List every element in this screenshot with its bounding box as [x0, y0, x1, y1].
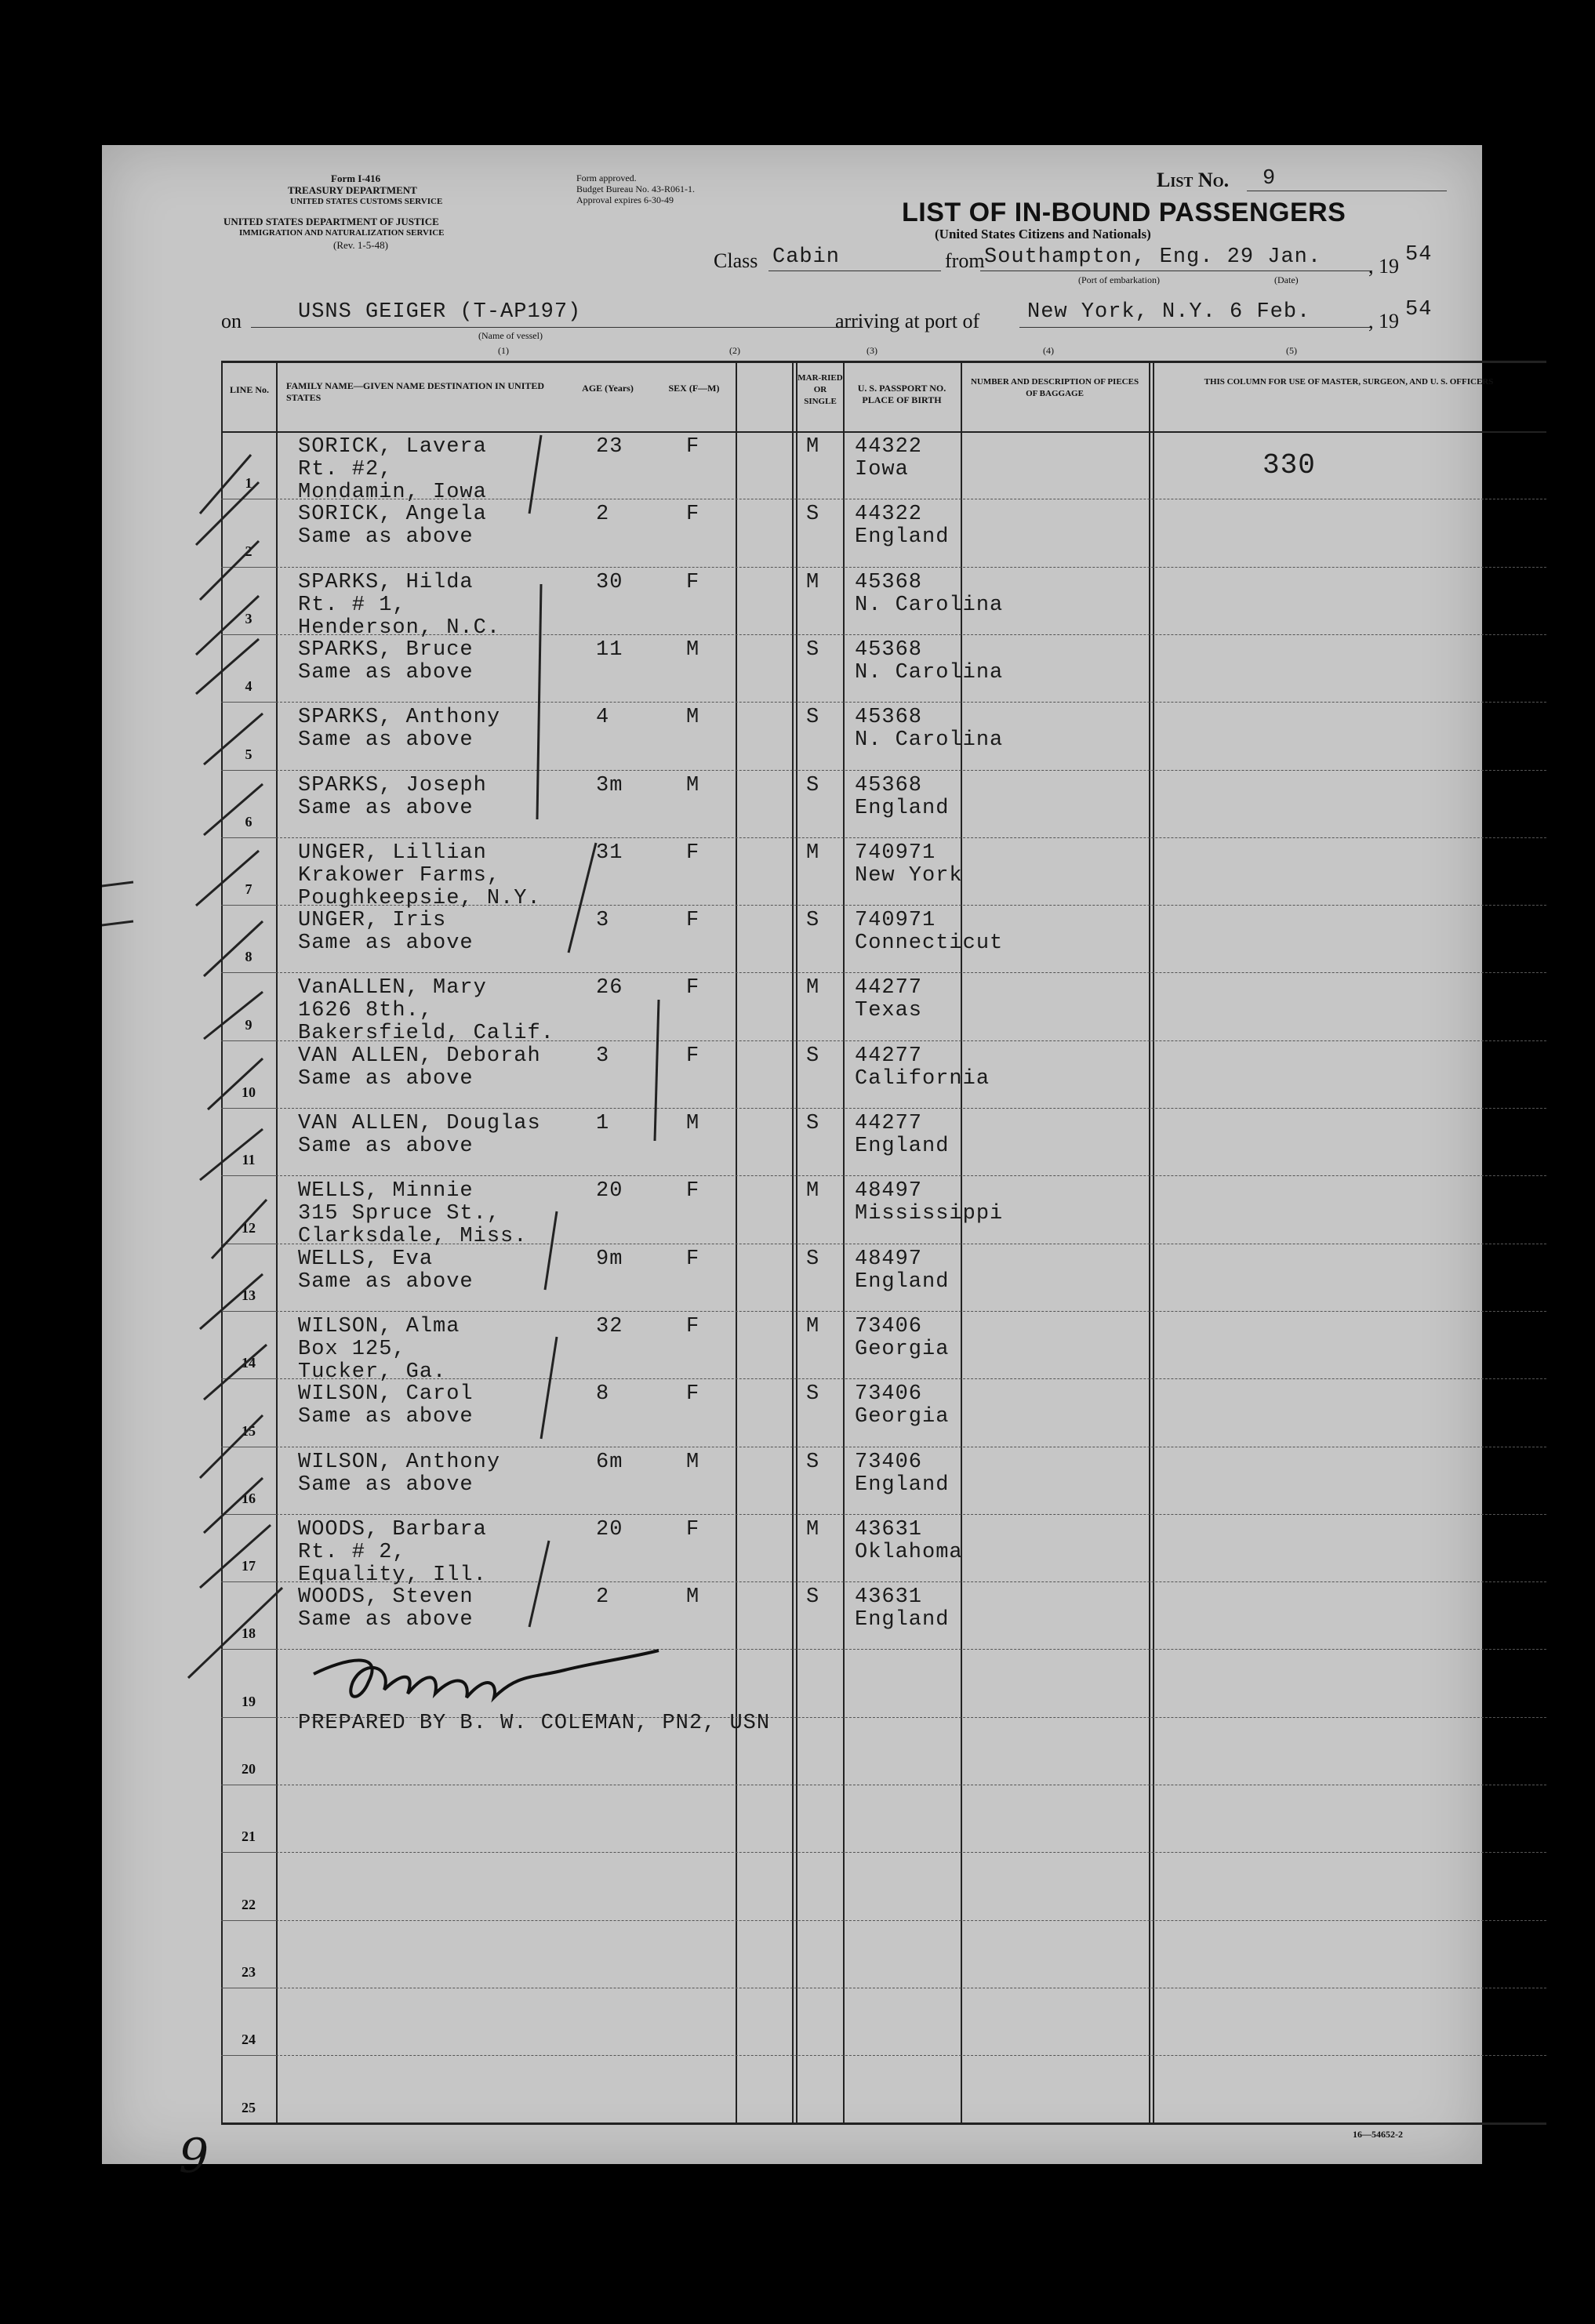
passenger-destination: Box 125, — [298, 1337, 406, 1361]
passenger-name: WILSON, Carol — [298, 1382, 474, 1407]
passenger-passport-no: 48497 — [855, 1247, 923, 1271]
form-number: Form I-416 — [331, 172, 381, 184]
row-divider — [221, 972, 276, 973]
passenger-sex: M — [686, 1112, 700, 1135]
row-divider — [276, 1175, 1546, 1176]
passenger-age: 2 — [596, 503, 610, 527]
vessel-name: USNS GEIGER (T-AP197) — [298, 300, 582, 324]
document-title: LIST OF IN-BOUND PASSENGERS — [902, 198, 1346, 227]
class-value: Cabin — [772, 245, 841, 269]
passenger-destination: 1626 8th., — [298, 999, 434, 1023]
row-divider — [276, 2055, 1546, 2056]
passenger-birthplace: Georgia — [855, 1337, 950, 1361]
line-number: 22 — [242, 1896, 256, 1912]
line-number: 4 — [245, 678, 253, 695]
passenger-name: SPARKS, Bruce — [298, 637, 474, 662]
passenger-destination: Rt. #2, — [298, 458, 393, 481]
passenger-name: SPARKS, Anthony — [298, 706, 501, 730]
header-passport: U. S. PASSPORT NO. PLACE OF BIRTH — [857, 383, 946, 405]
manifest-sheet — [102, 145, 1494, 2184]
passenger-marital-status: S — [806, 909, 820, 933]
passenger-age: 23 — [596, 435, 623, 459]
passenger-name: WOODS, Steven — [298, 1585, 474, 1610]
date-caption: (Date) — [1274, 274, 1299, 285]
passenger-passport-no: 43631 — [855, 1585, 923, 1610]
passenger-destination: Henderson, N.C. — [298, 615, 501, 640]
passenger-passport-no: 73406 — [855, 1450, 923, 1474]
passenger-marital-status: S — [806, 1382, 820, 1407]
passenger-destination: Same as above — [298, 1269, 474, 1294]
row-divider — [276, 1920, 1546, 1921]
passenger-age: 20 — [596, 1179, 623, 1204]
line-number: 2 — [245, 543, 253, 559]
passenger-marital-status: M — [806, 1517, 820, 1541]
passenger-sex: F — [686, 909, 700, 933]
passenger-passport-no: 44277 — [855, 1112, 923, 1135]
row-divider — [276, 837, 1546, 838]
passenger-sex: F — [686, 503, 700, 527]
document-subtitle: (United States Citizens and Nationals) — [935, 227, 1151, 241]
passenger-destination: Tucker, Ga. — [298, 1360, 447, 1384]
from-label: from — [945, 249, 985, 272]
line-number: 25 — [242, 2099, 256, 2115]
passenger-sex: M — [686, 637, 700, 662]
passenger-age: 3 — [596, 909, 610, 933]
passenger-birthplace: Texas — [855, 999, 923, 1023]
passenger-name: VAN ALLEN, Douglas — [298, 1112, 541, 1135]
passenger-age: 9m — [596, 1247, 623, 1271]
passenger-destination: Mondamin, Iowa — [298, 481, 487, 504]
line-number: 24 — [242, 2032, 256, 2048]
line-number: 16 — [242, 1490, 256, 1506]
passenger-passport-no: 44277 — [855, 1044, 923, 1068]
passenger-marital-status: M — [806, 435, 820, 459]
row-divider — [221, 702, 276, 703]
margin-mark: 9 — [179, 2129, 209, 2184]
passenger-name: SPARKS, Joseph — [298, 773, 487, 797]
header-baggage: NUMBER AND DESCRIPTION OF PIECES OF BAGGAGE — [970, 377, 1139, 398]
row-divider — [276, 1311, 1546, 1312]
passenger-birthplace: England — [855, 525, 950, 550]
passenger-birthplace: England — [855, 1269, 950, 1294]
signature — [298, 1627, 667, 1721]
line-number: 9 — [245, 1016, 253, 1033]
line-number: 14 — [242, 1355, 256, 1371]
line-number: 19 — [242, 1693, 256, 1709]
passenger-marital-status: S — [806, 503, 820, 527]
footer-code: 16—54652-2 — [1353, 2129, 1403, 2140]
passenger-passport-no: 45368 — [855, 570, 923, 594]
passenger-passport-no: 740971 — [855, 909, 936, 933]
passenger-destination: Rt. # 1, — [298, 593, 406, 617]
passenger-age: 30 — [596, 570, 623, 594]
header-name: FAMILY NAME—GIVEN NAME DESTINATION IN UNITED STATES — [286, 380, 545, 403]
list-number: 9 — [1263, 167, 1277, 191]
line-number: 20 — [242, 1761, 256, 1777]
line-number: 12 — [242, 1219, 256, 1236]
passenger-name: WOODS, Barbara — [298, 1517, 487, 1541]
passenger-marital-status: S — [806, 1585, 820, 1610]
revision: (Rev. 1-5-48) — [333, 239, 388, 251]
row-divider — [221, 1175, 276, 1176]
passenger-age: 4 — [596, 706, 610, 730]
passenger-birthplace: New York — [855, 863, 963, 888]
passenger-sex: M — [686, 773, 700, 797]
passenger-passport-no: 44322 — [855, 435, 923, 459]
col-num-1: (1) — [498, 345, 509, 356]
row-divider — [221, 1108, 276, 1109]
header-age: AGE (Years) — [582, 383, 634, 394]
line-number: 5 — [245, 746, 253, 762]
passenger-passport-no: 45368 — [855, 637, 923, 662]
passenger-name: WELLS, Eva — [298, 1247, 434, 1271]
passenger-age: 3 — [596, 1044, 610, 1068]
year-prefix-2: , 19 — [1368, 310, 1399, 332]
passenger-name: VanALLEN, Mary — [298, 976, 487, 1000]
passenger-age: 11 — [596, 637, 623, 662]
passenger-destination: Same as above — [298, 796, 474, 820]
passenger-age: 32 — [596, 1314, 623, 1338]
row-divider — [221, 1311, 276, 1312]
passenger-passport-no: 44277 — [855, 976, 923, 1000]
row-divider — [221, 1920, 276, 1921]
passenger-marital-status: M — [806, 976, 820, 1000]
passenger-marital-status: S — [806, 706, 820, 730]
passenger-destination: Rt. # 2, — [298, 1540, 406, 1564]
passenger-destination: Same as above — [298, 1472, 474, 1497]
passenger-destination: Same as above — [298, 1066, 474, 1091]
passenger-destination: Same as above — [298, 1405, 474, 1429]
passenger-birthplace: Oklahoma — [855, 1540, 963, 1564]
passenger-birthplace: N. Carolina — [855, 728, 1004, 753]
header-sex: SEX (F—M) — [668, 383, 720, 394]
passenger-destination: Bakersfield, Calif. — [298, 1022, 554, 1046]
passenger-birthplace: Georgia — [855, 1405, 950, 1429]
passenger-name: WELLS, Minnie — [298, 1179, 474, 1204]
row-divider — [276, 972, 1546, 973]
passenger-name: UNGER, Lillian — [298, 841, 487, 865]
passenger-sex: M — [686, 1585, 700, 1610]
row-divider — [221, 567, 276, 568]
header-officers: THIS COLUMN FOR USE OF MASTER, SURGEON, AND U. S. OFFICERS — [1204, 377, 1494, 387]
budget-bureau: Budget Bureau No. 43-R061-1. — [576, 183, 695, 194]
header-married: MAR-RIED OR SINGLE — [798, 373, 843, 406]
row-divider — [276, 702, 1546, 703]
treasury-department: TREASURY DEPARTMENT — [288, 184, 417, 196]
prepared-by: PREPARED BY B. W. COLEMAN, PN2, USN — [298, 1712, 771, 1735]
officer-note: 330 — [1263, 449, 1316, 481]
row-divider — [221, 1649, 276, 1650]
passenger-birthplace: England — [855, 1472, 950, 1497]
passenger-sex: F — [686, 1044, 700, 1068]
passenger-name: WILSON, Alma — [298, 1314, 460, 1338]
line-number: 3 — [245, 610, 253, 626]
row-divider — [221, 2055, 276, 2056]
passenger-passport-no: 73406 — [855, 1314, 923, 1338]
passenger-destination: Same as above — [298, 1608, 474, 1632]
header-line: LINE No. — [229, 384, 269, 395]
col-num-5: (5) — [1286, 345, 1297, 356]
passenger-destination: Same as above — [298, 728, 474, 753]
row-divider — [276, 1514, 1546, 1515]
row-divider — [276, 1378, 1546, 1379]
passenger-name: UNGER, Iris — [298, 909, 447, 933]
passenger-passport-no: 73406 — [855, 1382, 923, 1407]
vessel-caption: (Name of vessel) — [478, 330, 543, 341]
passenger-birthplace: Connecticut — [855, 931, 1004, 956]
passenger-marital-status: S — [806, 773, 820, 797]
row-divider — [276, 1852, 1546, 1853]
passenger-destination: 315 Spruce St., — [298, 1202, 501, 1226]
passenger-passport-no: 43631 — [855, 1517, 923, 1541]
justice-department: UNITED STATES DEPARTMENT OF JUSTICE — [223, 216, 439, 227]
passenger-age: 1 — [596, 1112, 610, 1135]
passenger-marital-status: S — [806, 637, 820, 662]
row-divider — [221, 905, 276, 906]
passenger-birthplace: England — [855, 1608, 950, 1632]
passenger-age: 26 — [596, 976, 623, 1000]
passenger-birthplace: Mississippi — [855, 1202, 1004, 1226]
row-divider — [221, 1040, 276, 1041]
passenger-name: WILSON, Anthony — [298, 1450, 501, 1474]
class-label: Class — [714, 249, 758, 272]
year-value: 54 — [1405, 243, 1433, 267]
passenger-birthplace: Iowa — [855, 458, 909, 481]
year-prefix: , 19 — [1368, 255, 1399, 278]
passenger-destination: Same as above — [298, 660, 474, 684]
passenger-passport-no: 45368 — [855, 773, 923, 797]
line-number: 13 — [242, 1287, 256, 1303]
passenger-marital-status: M — [806, 570, 820, 594]
row-divider — [221, 1717, 276, 1718]
passenger-age: 3m — [596, 773, 623, 797]
passenger-marital-status: S — [806, 1450, 820, 1474]
line-number: 11 — [242, 1152, 256, 1168]
passenger-destination: Clarksdale, Miss. — [298, 1225, 528, 1249]
col-num-4: (4) — [1043, 345, 1054, 356]
passenger-passport-no: 45368 — [855, 706, 923, 730]
approval-expiry: Approval expires 6-30-49 — [576, 194, 674, 205]
passenger-sex: F — [686, 435, 700, 459]
row-divider — [221, 1514, 276, 1515]
passenger-age: 6m — [596, 1450, 623, 1474]
passenger-sex: M — [686, 1450, 700, 1474]
passenger-sex: F — [686, 1517, 700, 1541]
row-divider — [221, 837, 276, 838]
line-number: 6 — [245, 813, 253, 830]
passenger-sex: F — [686, 1382, 700, 1407]
line-number: 1 — [245, 475, 253, 492]
line-number: 21 — [242, 1828, 256, 1845]
passenger-name: SORICK, Lavera — [298, 435, 487, 459]
passenger-destination: Krakower Farms, — [298, 863, 501, 888]
row-divider — [221, 1581, 276, 1582]
arrival-port: New York, N.Y. 6 Feb. — [1027, 300, 1311, 324]
passenger-passport-no: 44322 — [855, 503, 923, 527]
passenger-sex: M — [686, 706, 700, 730]
passenger-passport-no: 48497 — [855, 1179, 923, 1204]
form-approved: Form approved. — [576, 172, 637, 183]
passenger-sex: F — [686, 976, 700, 1000]
passenger-age: 8 — [596, 1382, 610, 1407]
year-value-2: 54 — [1405, 298, 1433, 321]
passenger-name: SPARKS, Hilda — [298, 570, 474, 594]
passenger-destination: Same as above — [298, 1135, 474, 1158]
passenger-marital-status: M — [806, 841, 820, 865]
passenger-destination: Same as above — [298, 525, 474, 550]
passenger-birthplace: England — [855, 796, 950, 820]
row-divider — [276, 1108, 1546, 1109]
passenger-age: 2 — [596, 1585, 610, 1610]
passenger-destination: Equality, Ill. — [298, 1563, 487, 1587]
customs-service: UNITED STATES CUSTOMS SERVICE — [290, 197, 443, 206]
list-number-label: List No. — [1157, 169, 1230, 191]
passenger-marital-status: S — [806, 1044, 820, 1068]
passenger-age: 20 — [596, 1517, 623, 1541]
line-number: 10 — [242, 1084, 256, 1100]
row-divider — [276, 770, 1546, 771]
line-number: 18 — [242, 1625, 256, 1642]
row-divider — [221, 1378, 276, 1379]
passenger-sex: F — [686, 1314, 700, 1338]
line-number: 17 — [242, 1558, 256, 1574]
passenger-sex: F — [686, 841, 700, 865]
passenger-destination: Poughkeepsie, N.Y. — [298, 886, 541, 910]
arriving-label: arriving at port of — [835, 310, 980, 332]
passenger-name: SORICK, Angela — [298, 503, 487, 527]
col-num-3: (3) — [867, 345, 877, 356]
passenger-sex: F — [686, 570, 700, 594]
line-number: 7 — [245, 881, 253, 898]
ins-service: IMMIGRATION AND NATURALIZATION SERVICE — [239, 228, 445, 238]
passenger-birthplace: N. Carolina — [855, 593, 1004, 617]
passenger-birthplace: England — [855, 1135, 950, 1158]
passenger-birthplace: California — [855, 1066, 990, 1091]
line-number: 15 — [242, 1422, 256, 1439]
embarkation-value: Southampton, Eng. 29 Jan. — [984, 245, 1322, 269]
passenger-destination: Same as above — [298, 931, 474, 956]
line-number: 8 — [245, 949, 253, 965]
col-num-2: (2) — [729, 345, 740, 356]
passenger-sex: F — [686, 1247, 700, 1271]
passenger-marital-status: S — [806, 1247, 820, 1271]
passenger-birthplace: N. Carolina — [855, 660, 1004, 684]
row-divider — [221, 1852, 276, 1853]
passenger-age: 31 — [596, 841, 623, 865]
row-divider — [221, 770, 276, 771]
embarkation-caption: (Port of embarkation) — [1078, 274, 1160, 285]
passenger-passport-no: 740971 — [855, 841, 936, 865]
row-divider — [276, 567, 1546, 568]
row-divider — [221, 634, 276, 635]
passenger-name: VAN ALLEN, Deborah — [298, 1044, 541, 1068]
passenger-marital-status: S — [806, 1112, 820, 1135]
passenger-sex: F — [686, 1179, 700, 1204]
passenger-marital-status: M — [806, 1314, 820, 1338]
passenger-marital-status: M — [806, 1179, 820, 1204]
on-label: on — [221, 310, 242, 332]
line-number: 23 — [242, 1963, 256, 1980]
